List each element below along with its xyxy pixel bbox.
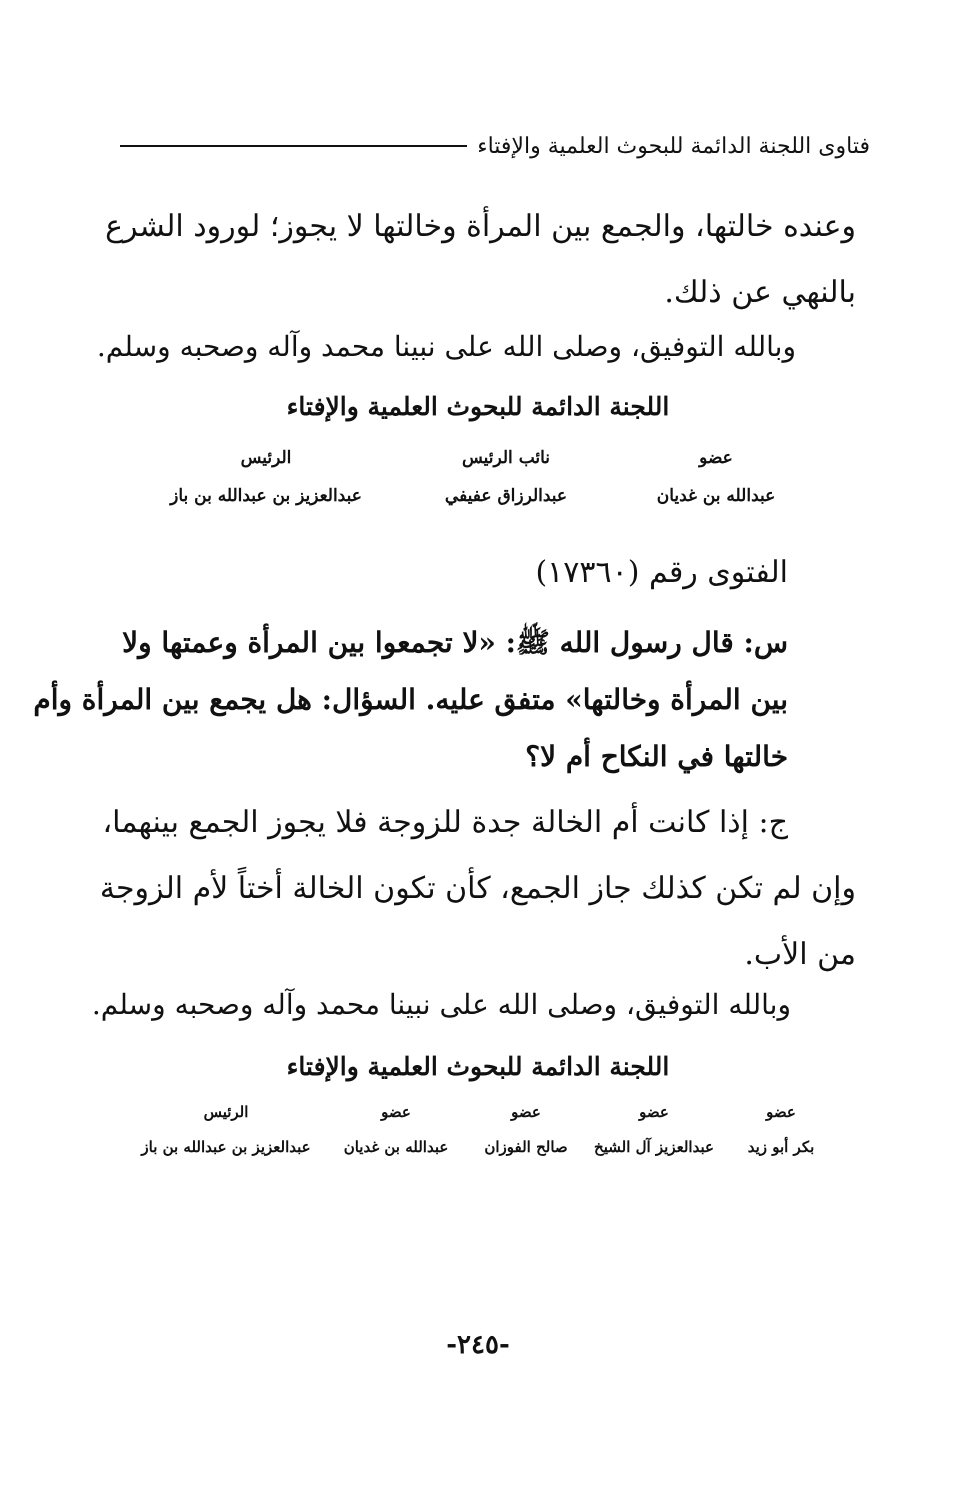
signature-role: عضو — [639, 1103, 669, 1121]
signature-role: عضو — [766, 1103, 796, 1121]
signature-name: عبدالله بن غديان — [343, 1138, 449, 1156]
signature-name: عبدالعزيز آل الشيخ — [594, 1138, 714, 1156]
header-rule — [120, 145, 467, 147]
page-number: -٢٤٥- — [446, 1330, 510, 1360]
running-title: فتاوى اللجنة الدائمة للبحوث العلمية والإفتاء — [477, 133, 870, 159]
signature-name: صالح الفوزان — [484, 1138, 568, 1156]
signature-role: نائب الرئيس — [461, 448, 551, 468]
closing-prayer: وبالله التوفيق، وصلى الله على نبينا محمد وآله وصحبه وسلم. — [91, 988, 791, 1021]
signature-role: عضو — [699, 448, 733, 468]
committee-title: اللجنة الدائمة للبحوث العلمية والإفتاء — [286, 1052, 670, 1081]
running-header — [120, 128, 870, 164]
continuation-line: بالنهي عن ذلك. — [664, 275, 856, 310]
signature-name: عبدالعزيز بن عبدالله بن باز — [170, 486, 362, 506]
question-line: س: قال رسول الله ﷺ: «لا تجمعوا بين المرأة وعمتها ولا — [122, 626, 788, 659]
answer-line: ج: إذا كانت أم الخالة جدة للزوجة فلا يجوز الجمع بينهما، — [102, 805, 788, 840]
question-line: بين المرأة وخالتها» متفق عليه. السؤال: هل يجمع بين المرأة وأم — [33, 683, 788, 716]
signature-role: عضو — [381, 1103, 411, 1121]
signature-name: عبدالرزاق عفيفي — [444, 486, 568, 506]
signature-role: الرئيس — [203, 1103, 249, 1121]
continuation-line: وعنده خالتها، والجمع بين المرأة وخالتها لا يجوز؛ لورود الشرع — [105, 209, 856, 244]
signature-role: الرئيس — [240, 448, 292, 468]
continuation-paragraph — [105, 194, 856, 326]
answer-line: وإن لم تكن كذلك جاز الجمع، كأن تكون الخالة أختاً لأم الزوجة — [99, 871, 856, 906]
signature-role: عضو — [511, 1103, 541, 1121]
question-line: خالتها في النكاح أم لا؟ — [525, 740, 788, 773]
committee-title: اللجنة الدائمة للبحوث العلمية والإفتاء — [286, 392, 670, 421]
answer-line: من الأب. — [744, 937, 856, 972]
signature-name: عبدالله بن غديان — [656, 486, 776, 506]
question-paragraph — [33, 614, 788, 785]
fatwa-number: الفتوى رقم (١٧٣٦٠) — [535, 555, 788, 590]
answer-paragraph — [102, 790, 788, 856]
answer-paragraph-continued — [99, 856, 856, 988]
signature-name: بكر أبو زيد — [747, 1138, 815, 1156]
closing-prayer: وبالله التوفيق، وصلى الله على نبينا محمد وآله وصحبه وسلم. — [96, 330, 796, 363]
signature-name: عبدالعزيز بن عبدالله بن باز — [141, 1138, 311, 1156]
